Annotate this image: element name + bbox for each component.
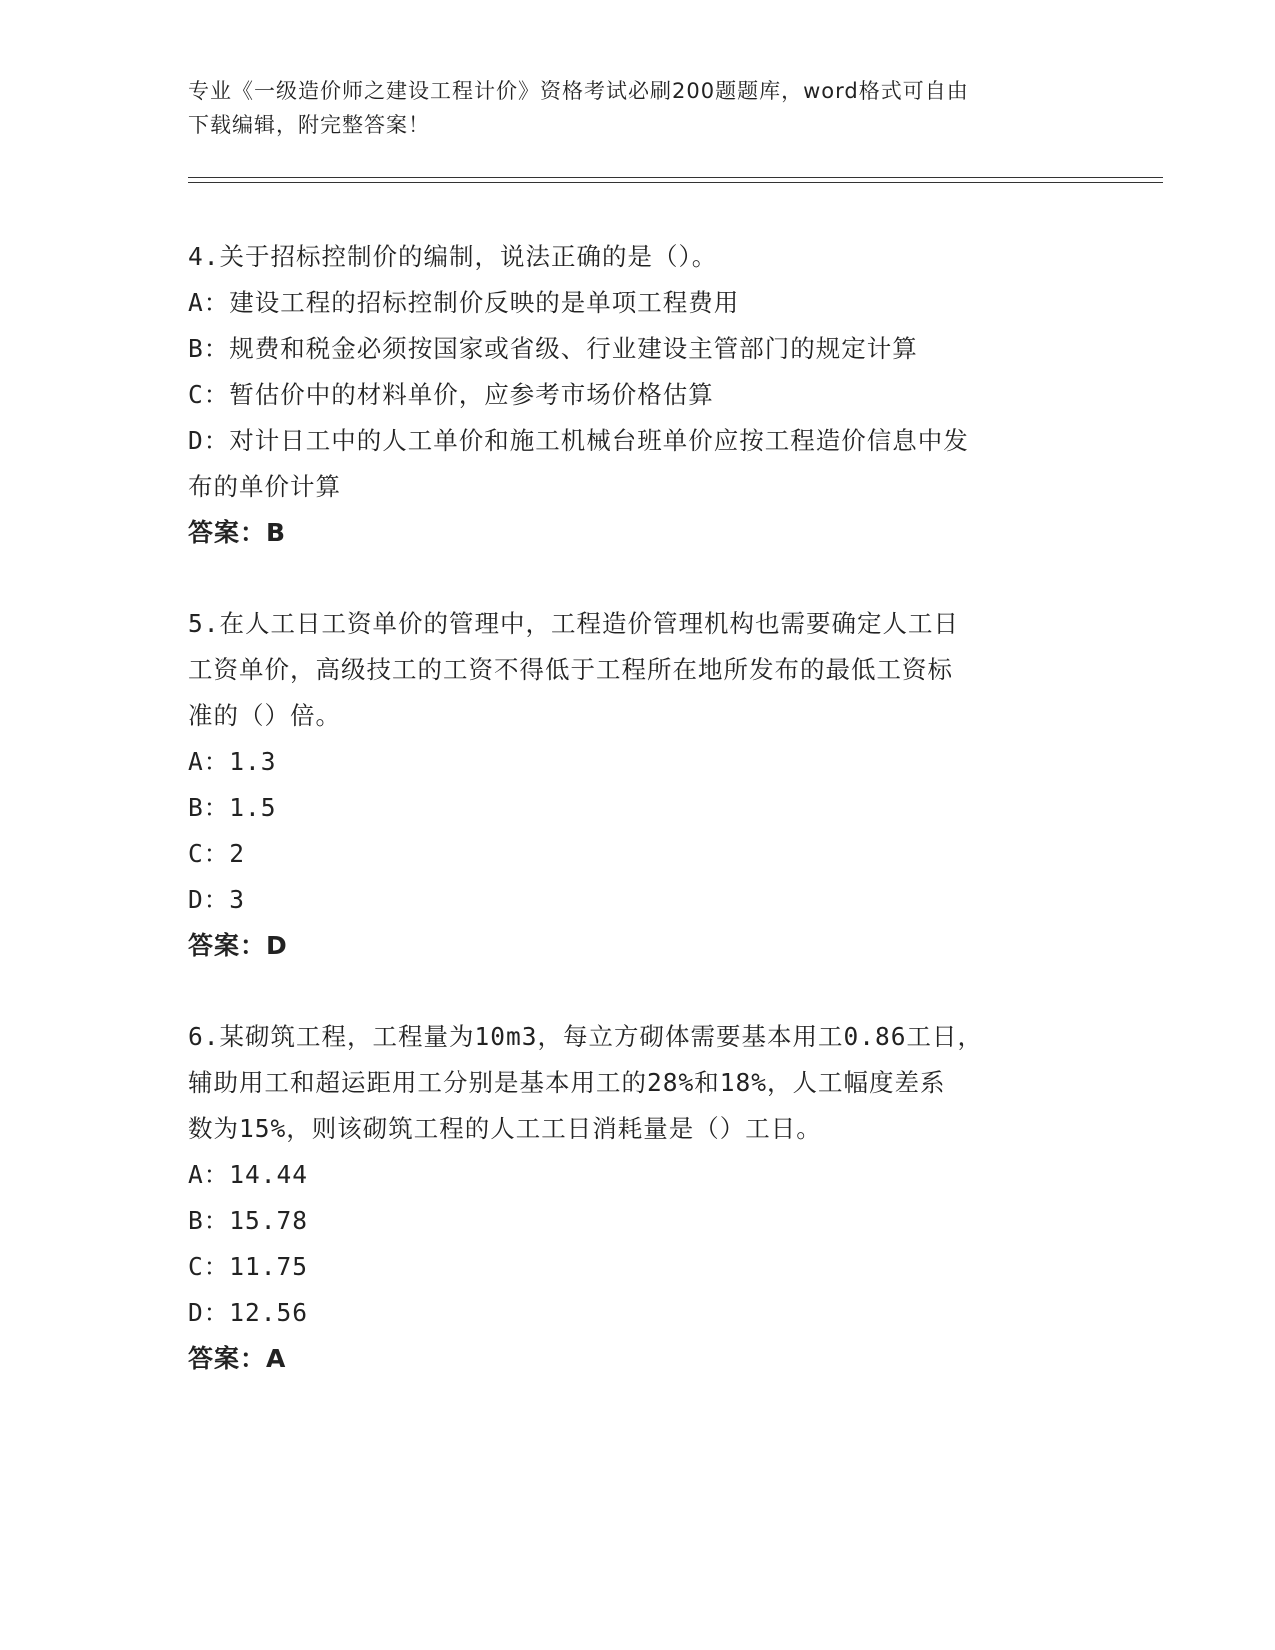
option-c: C：暂估价中的材料单价，应参考市场价格估算 xyxy=(188,380,714,409)
question-stem-continued: 工资单价，高级技工的工资不得低于工程所在地所发布的最低工资标 xyxy=(188,655,953,684)
option-d: D：对计日工中的人工单价和施工机械台班单价应按工程造价信息中发 xyxy=(188,426,969,455)
option-a: A：建设工程的招标控制价反映的是单项工程费用 xyxy=(188,288,740,317)
answer-label: 答案：D xyxy=(188,931,288,960)
answer-label: 答案：B xyxy=(188,518,287,547)
option-d-continued: 布的单价计算 xyxy=(188,472,341,501)
option-b: B：1.5 xyxy=(188,793,277,822)
question-stem-continued: 数为15%，则该砌筑工程的人工工日消耗量是（）工日。 xyxy=(188,1114,822,1143)
option-c: C：2 xyxy=(188,839,246,868)
question-4 xyxy=(188,234,1088,556)
option-c: C：11.75 xyxy=(188,1252,309,1281)
header-line-1: 专业《一级造价师之建设工程计价》资格考试必刷200题题库，word格式可自由 xyxy=(188,79,969,103)
option-b: B：规费和税金必须按国家或省级、行业建设主管部门的规定计算 xyxy=(188,334,918,363)
question-5 xyxy=(188,601,1088,969)
question-stem-continued: 准的（）倍。 xyxy=(188,701,341,730)
answer-label: 答案：A xyxy=(188,1344,287,1373)
option-b: B：15.78 xyxy=(188,1206,309,1235)
question-stem: 6.某砌筑工程，工程量为10m3，每立方砌体需要基本用工0.86工日， xyxy=(188,1022,983,1051)
question-stem: 5.在人工日工资单价的管理中，工程造价管理机构也需要确定人工日 xyxy=(188,609,959,638)
header-divider-bottom xyxy=(188,182,1163,183)
option-a: A：1.3 xyxy=(188,747,277,776)
question-6 xyxy=(188,1014,1088,1382)
option-d: D：12.56 xyxy=(188,1298,309,1327)
document-header xyxy=(188,74,1088,142)
header-line-2: 下载编辑，附完整答案！ xyxy=(188,113,430,137)
option-d: D：3 xyxy=(188,885,246,914)
option-a: A：14.44 xyxy=(188,1160,309,1189)
header-divider-top xyxy=(188,177,1163,178)
question-stem: 4.关于招标控制价的编制，说法正确的是（）。 xyxy=(188,242,718,271)
question-stem-continued: 辅助用工和超运距用工分别是基本用工的28%和18%，人工幅度差系 xyxy=(188,1068,946,1097)
